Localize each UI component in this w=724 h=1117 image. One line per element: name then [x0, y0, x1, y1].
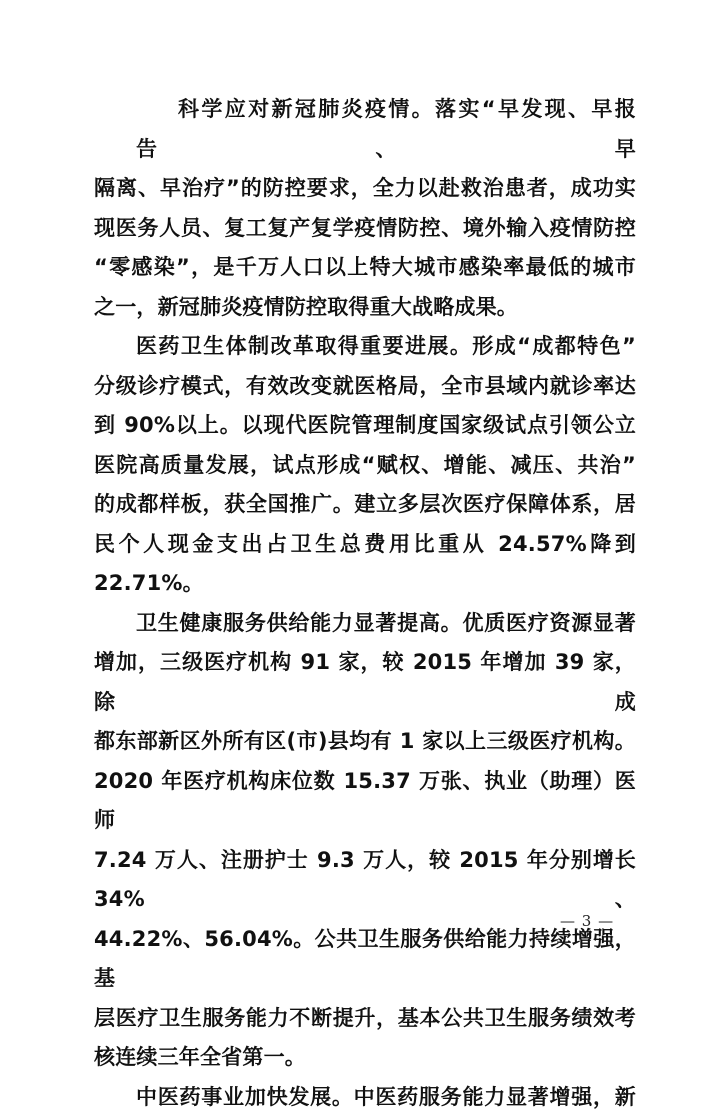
page-number: — 3 — — [560, 912, 640, 930]
text-line: 增加，三级医疗机构 91 家，较 2015 年增加 39 家，除成 — [94, 643, 636, 722]
text-line: 之一，新冠肺炎疫情防控取得重大战略成果。 — [94, 288, 636, 328]
document-body — [94, 90, 636, 1117]
text-line: 分级诊疗模式，有效改变就医格局，全市县域内就诊率达 — [94, 367, 636, 407]
text-line: 层医疗卫生服务能力不断提升，基本公共卫生服务绩效考 — [94, 999, 636, 1039]
text-line: 中医药事业加快发展。中医药服务能力显著增强，新 — [94, 1078, 636, 1117]
text-line: 现医务人员、复工复产复学疫情防控、境外输入疫情防控 — [94, 209, 636, 249]
paragraph-covid-response — [94, 90, 636, 327]
text-line: 医药卫生体制改革取得重要进展。形成“成都特色” — [94, 327, 636, 367]
text-line: 医院高质量发展，试点形成“赋权、增能、减压、共治” — [94, 446, 636, 486]
paragraph-healthcare-reform — [94, 327, 636, 604]
text-line: 隔离、早治疗”的防控要求，全力以赴救治患者，成功实 — [94, 169, 636, 209]
text-line: 科学应对新冠肺炎疫情。落实“早发现、早报告、早 — [94, 90, 636, 169]
text-line: 的成都样板，获全国推广。建立多层次医疗保障体系，居 — [94, 485, 636, 525]
text-line: “零感染”，是千万人口以上特大城市感染率最低的城市 — [94, 248, 636, 288]
text-line: 核连续三年全省第一。 — [94, 1038, 636, 1078]
text-line: 2020 年医疗机构床位数 15.37 万张、执业（助理）医师 — [94, 762, 636, 841]
text-line: 卫生健康服务供给能力显著提高。优质医疗资源显著 — [94, 604, 636, 644]
text-line: 到 90%以上。以现代医院管理制度国家级试点引领公立 — [94, 406, 636, 446]
text-line: 44.22%、56.04%。公共卫生服务供给能力持续增强，基 — [94, 920, 636, 999]
text-line: 7.24 万人、注册护士 9.3 万人，较 2015 年分别增长 34%、 — [94, 841, 636, 920]
text-line: 都东部新区外所有区(市)县均有 1 家以上三级医疗机构。 — [94, 722, 636, 762]
text-line: 22.71%。 — [94, 564, 636, 604]
text-line: 民个人现金支出占卫生总费用比重从 24.57%降到 — [94, 525, 636, 565]
paragraph-service-capacity — [94, 604, 636, 1078]
paragraph-tcm-development — [94, 1078, 636, 1117]
